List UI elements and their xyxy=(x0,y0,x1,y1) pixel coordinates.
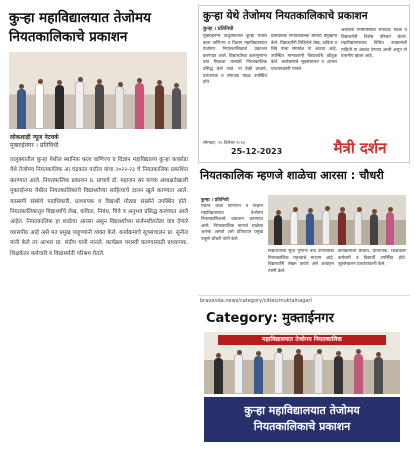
clip4-caption: कुऱ्हा महाविद्यालयात तेजोमय नियतकालिकाचे प्रकाशन xyxy=(204,397,400,442)
clip2-body-col3: अंकाच्या निर्मितीसाठी संपादक मंडळ व विद्यार्थ्यांनी विशेष परिश्रम घेतले. महाविद्यालयाच्या विविध उपक्रमांची माहिती या अंकात देण्यात आली असून तो वाचनीय झाला आहे. xyxy=(341,28,407,60)
clip1-headline: कुऱ्हा महाविद्यालयात तेजोमय नियतकालिकाचे प्रकाशन xyxy=(9,10,151,45)
clip1-body: तालुक्यातील कुऱ्हा येथील स्थानिक कला वाणिज्य व विज्ञान महाविद्यालय कुऱ्हा काकोडा येथे तेजोमय नियतकालिक आ.चंद्रकांत पाटील यांचा २०२२-२३ चे नियतकालिक प्रकाशित करण्यात आले. नियतकालिक प्रकाशन प्र. प्राचार्य डॉ. महाजन सर यांच्या अध्यक्षतेखाली मुक्ताईनगर येथील नियतकालिकाचे विद्यार्थ्यांच्या साहित्याचे दालन खुले करण्यात आले. याप्रसंगी संस्थेचे पदाधिकारी, प्राध्यापक व विद्यार्थी मोठ्या संख्येने उपस्थित होते. नियतकालिकातून विद्यार्थ्यांचे लेख, कविता, निबंध, चित्रे व अनुभव प्रसिद्ध करण्यात आले आहेत. नियतकालिक हा शाळेचा आरसा असून विद्यार्थ्यांच्या सर्जनशीलतेला वाव देणारे व्यासपीठ आहे असे मत प्रमुख पाहुण्यांनी व्यक्त केले. कार्यक्रमाचे सूत्रसंचालन प्रा. सुनील यांनी केले तर आभार प्रा. संदीप यांनी मानले. कार्यक्रम यशस्वी करण्यासाठी प्राध्यापक, शिक्षकेतर कर्मचारी व विद्यार्थ्यांनी परिश्रम घेतले. xyxy=(10,157,188,257)
clip4-category: Category: मुक्ताईनगर xyxy=(206,311,334,326)
clip3-body-col2: विद्यार्थ्यांच्या सुप्त गुणांना वाव देण्यासाठी नियतकालिक महत्त्वाचे माध्यम आहे. विद्यार्थ्यांनी लेखन करावे असे आवाहन त्यांनी केले. xyxy=(268,249,334,274)
clip4-banner: महाविद्यालयात तेजोमय नियतकालिक xyxy=(218,335,386,345)
clip3-body-col1: येथील कला वाणिज्य व विज्ञान महाविद्यालयात तेजोमय नियतकालिकाचे प्रकाशन करण्यात आले. नियतकालिक म्हणजे शाळेचा आरसा असतो असे प्रतिपादन प्रमुख पाहुणे चौधरी यांनी केले. xyxy=(201,204,263,242)
clip4-url: bravenda.news/category/cities/muktainagar/ xyxy=(200,298,313,304)
clip2-body-col1: मुक्ताईनगर तालुक्यातील कुऱ्हा येथील कला वाणिज्य व विज्ञान महाविद्यालयात तेजोमय नियतकालिकाचे प्रकाशन करण्यात आले. विद्यार्थ्यांच्या कलागुणांना वाव मिळावा यासाठी नियतकालिक प्रसिद्ध केले जाते. या वेळी प्राचार्य, प्राध्यापक व संपादक मंडळ उपस्थित होते. xyxy=(203,34,267,86)
clip3-headline: नियतकालिक म्हणजे शाळेचा आरसा : चौधरी xyxy=(200,169,384,182)
clipping-left xyxy=(5,5,193,455)
clip2-date-small: 25-12-2023 xyxy=(231,147,283,156)
clip3-byline: कुऱ्हा । प्रतिनिधी xyxy=(201,198,229,203)
clip1-photo xyxy=(9,52,187,129)
clipping-middle-right xyxy=(198,167,410,296)
clip1-byline: लोकशाही न्यूज नेटवर्क मुक्ताईनगर । प्रतिनिधी xyxy=(10,134,59,149)
clipping-top-right xyxy=(198,5,410,163)
clip2-masthead: मैत्री दर्शन xyxy=(333,139,387,157)
clip2-body-col2: प्रास्ताविक नियतकालिक समिती प्रमुखांनी केले. विद्यार्थ्यांनी लिहिलेले लेख, कविता व चित्रे यांचा समावेश या अंकात आहे. उपस्थित मान्यवरांनी विद्यार्थ्यांचे कौतुक केले. कार्यक्रमाचे सूत्रसंचालन व आभार प्राध्यापकांनी मानले. xyxy=(271,34,337,72)
clip2-byline: कुऱ्हा । प्रतिनिधी xyxy=(203,26,234,32)
clip4-photo xyxy=(204,332,400,394)
clip3-photo xyxy=(268,195,406,245)
clip2-headline: कुऱ्हा येथे तेजोमय नियतकालिकाचे प्रकाशन xyxy=(203,10,368,22)
clip3-body-col3: कार्यक्रमाला प्राचार्य, प्राध्यापक, शिक्षकेतर कर्मचारी व विद्यार्थी उपस्थित होते. सूत्रसंचालन प्राध्यापकांनी केले. xyxy=(338,249,406,268)
clip3-divider xyxy=(198,295,410,296)
clip2-date-line: सोमवार, २५ डिसेंबर २०२३ xyxy=(203,141,246,146)
clipping-bottom-right xyxy=(198,298,410,454)
